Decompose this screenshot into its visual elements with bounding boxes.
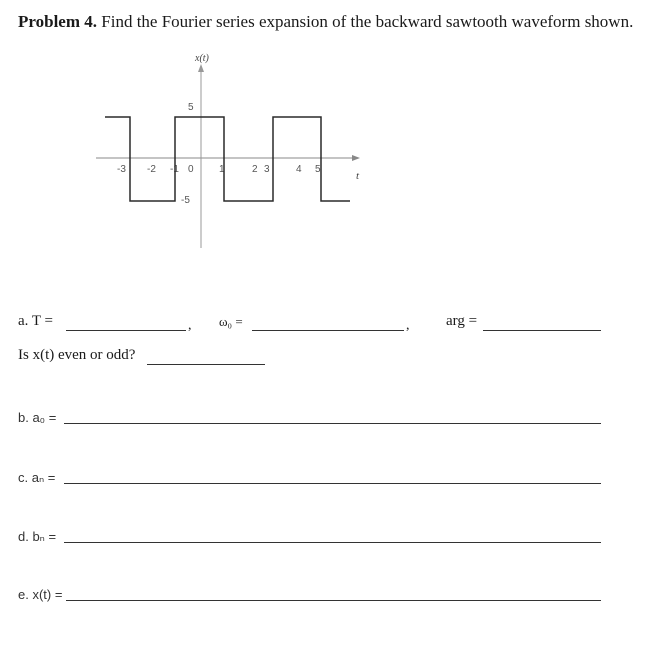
level-high-label: 5 bbox=[188, 102, 194, 113]
t-axis-label: t bbox=[356, 170, 360, 182]
y-axis-label: x(t) bbox=[195, 53, 209, 64]
x-axis-arrow bbox=[198, 64, 204, 72]
tick-label: -2 bbox=[147, 164, 156, 175]
answer-a0-field[interactable] bbox=[64, 423, 601, 424]
omega-label: ω₀ = bbox=[219, 314, 243, 329]
tick-label: -1 bbox=[170, 164, 179, 175]
answer-omega-field[interactable] bbox=[252, 330, 404, 331]
tick-labels bbox=[117, 164, 321, 175]
tick-label: 4 bbox=[296, 164, 302, 175]
level-low-label: -5 bbox=[181, 195, 190, 206]
arg-label: arg = bbox=[446, 313, 478, 329]
even-odd-question: Is x(t) even or odd? bbox=[18, 347, 136, 363]
answer-T-field[interactable] bbox=[66, 330, 186, 331]
question-d-label: d. bₙ = bbox=[18, 529, 57, 544]
tick-label: 3 bbox=[264, 164, 270, 175]
tick-label: 0 bbox=[188, 164, 194, 175]
answer-bn-field[interactable] bbox=[64, 542, 601, 543]
tick-label: 1 bbox=[219, 164, 225, 175]
answer-xt-field[interactable] bbox=[66, 600, 601, 601]
waveform-trace bbox=[105, 117, 350, 201]
question-b-label: b. a₀ = bbox=[18, 410, 57, 425]
answer-an-field[interactable] bbox=[64, 483, 601, 484]
tick-label: -3 bbox=[117, 164, 126, 175]
comma-separator: , bbox=[188, 318, 192, 333]
answer-even-odd-field[interactable] bbox=[147, 364, 265, 365]
problem-number: Problem 4. bbox=[18, 12, 98, 31]
question-e-label: e. x(t) = bbox=[18, 587, 63, 602]
tick-marks bbox=[130, 150, 321, 176]
problem-text: Find the Fourier series expansion of the backward sawtooth waveform shown. bbox=[97, 12, 634, 31]
question-a-label: a. T = bbox=[18, 313, 53, 329]
answer-arg-field[interactable] bbox=[483, 330, 601, 331]
tick-label: 2 bbox=[252, 164, 258, 175]
tick-label: 5 bbox=[315, 164, 321, 175]
question-c-label: c. aₙ = bbox=[18, 470, 56, 485]
comma-separator: , bbox=[406, 318, 410, 333]
t-axis-arrow bbox=[352, 155, 360, 161]
